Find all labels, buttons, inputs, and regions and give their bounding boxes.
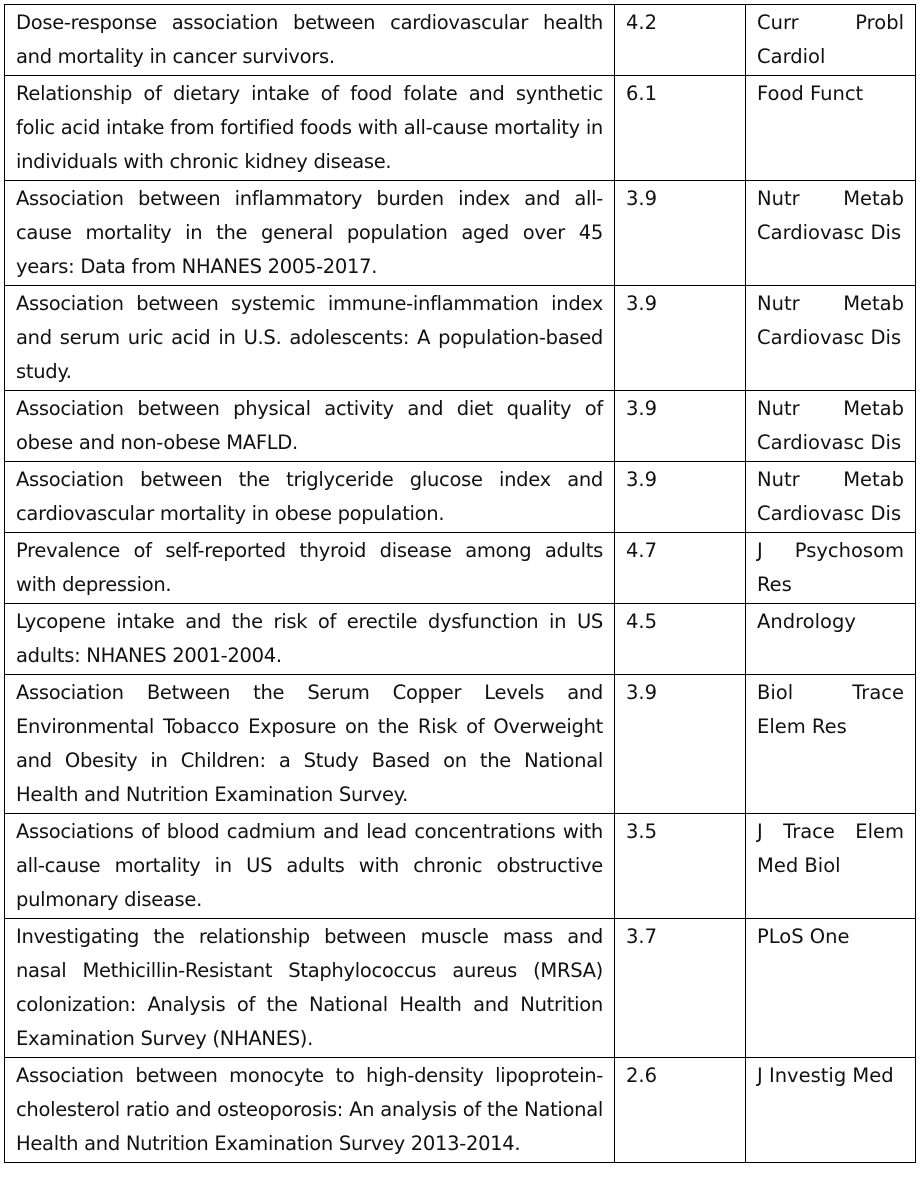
- journal-name: Nutr Metab Cardiovasc Dis: [746, 462, 916, 533]
- impact-factor: 4.5: [615, 604, 746, 675]
- journal-name: PLoS One: [746, 919, 916, 1058]
- table-row: [5, 675, 916, 814]
- table-row: [5, 462, 916, 533]
- journal-name: Food Funct: [746, 76, 916, 181]
- article-title: Lycopene intake and the risk of erectile dysfunction in US adults: NHANES 2001-2004.: [5, 604, 615, 675]
- impact-factor: 3.9: [615, 181, 746, 286]
- article-title: Dose-response association between cardiovascular health and mortality in cancer survivors.: [5, 5, 615, 76]
- journal-name: Nutr Metab Cardiovasc Dis: [746, 181, 916, 286]
- journal-name: J Investig Med: [746, 1058, 916, 1163]
- impact-factor: 2.6: [615, 1058, 746, 1163]
- impact-factor: 3.5: [615, 814, 746, 919]
- table-row: [5, 5, 916, 76]
- journal-name: J Psychosom Res: [746, 533, 916, 604]
- impact-factor: 3.9: [615, 286, 746, 391]
- table-row: [5, 76, 916, 181]
- journal-name: J Trace Elem Med Biol: [746, 814, 916, 919]
- journal-name: Curr Probl Cardiol: [746, 5, 916, 76]
- impact-factor: 3.9: [615, 391, 746, 462]
- table-row: [5, 286, 916, 391]
- article-title: Prevalence of self-reported thyroid disease among adults with depression.: [5, 533, 615, 604]
- journal-name: Biol Trace Elem Res: [746, 675, 916, 814]
- impact-factor: 3.7: [615, 919, 746, 1058]
- article-title: Association between the triglyceride glucose index and cardiovascular mortality in obese population.: [5, 462, 615, 533]
- table-row: [5, 604, 916, 675]
- table-row: [5, 1058, 916, 1163]
- impact-factor: 4.7: [615, 533, 746, 604]
- article-title: Relationship of dietary intake of food folate and synthetic folic acid intake from fortified foods with all-cause mortality in individuals with chronic kidney disease.: [5, 76, 615, 181]
- article-title: Investigating the relationship between muscle mass and nasal Methicillin-Resistant Staphylococcus aureus (MRSA) colonization: Analysis of the National Health and Nutrition Examination Survey (NHANES).: [5, 919, 615, 1058]
- impact-factor: 3.9: [615, 462, 746, 533]
- journal-name: Nutr Metab Cardiovasc Dis: [746, 391, 916, 462]
- article-title: Associations of blood cadmium and lead concentrations with all-cause mortality in US adults with chronic obstructive pulmonary disease.: [5, 814, 615, 919]
- table-row: [5, 814, 916, 919]
- table-row: [5, 181, 916, 286]
- article-title: Association between inflammatory burden index and all-cause mortality in the general population aged over 45 years: Data from NHANES 2005-2017.: [5, 181, 615, 286]
- impact-factor: 6.1: [615, 76, 746, 181]
- table-row: [5, 533, 916, 604]
- journal-name: Andrology: [746, 604, 916, 675]
- impact-factor: 3.9: [615, 675, 746, 814]
- article-title: Association between physical activity and diet quality of obese and non-obese MAFLD.: [5, 391, 615, 462]
- article-title: Association Between the Serum Copper Levels and Environmental Tobacco Exposure on the Risk of Overweight and Obesity in Children: a Study Based on the National Health and Nutrition Examination Survey.: [5, 675, 615, 814]
- impact-factor: 4.2: [615, 5, 746, 76]
- article-title: Association between systemic immune-inflammation index and serum uric acid in U.S. adolescents: A population-based study.: [5, 286, 615, 391]
- table-row: [5, 391, 916, 462]
- journal-name: Nutr Metab Cardiovasc Dis: [746, 286, 916, 391]
- table-row: [5, 919, 916, 1058]
- article-title: Association between monocyte to high-density lipoprotein-cholesterol ratio and osteoporosis: An analysis of the National Health and Nutrition Examination Survey 2013-2014.: [5, 1058, 615, 1163]
- publication-table: [4, 4, 916, 1163]
